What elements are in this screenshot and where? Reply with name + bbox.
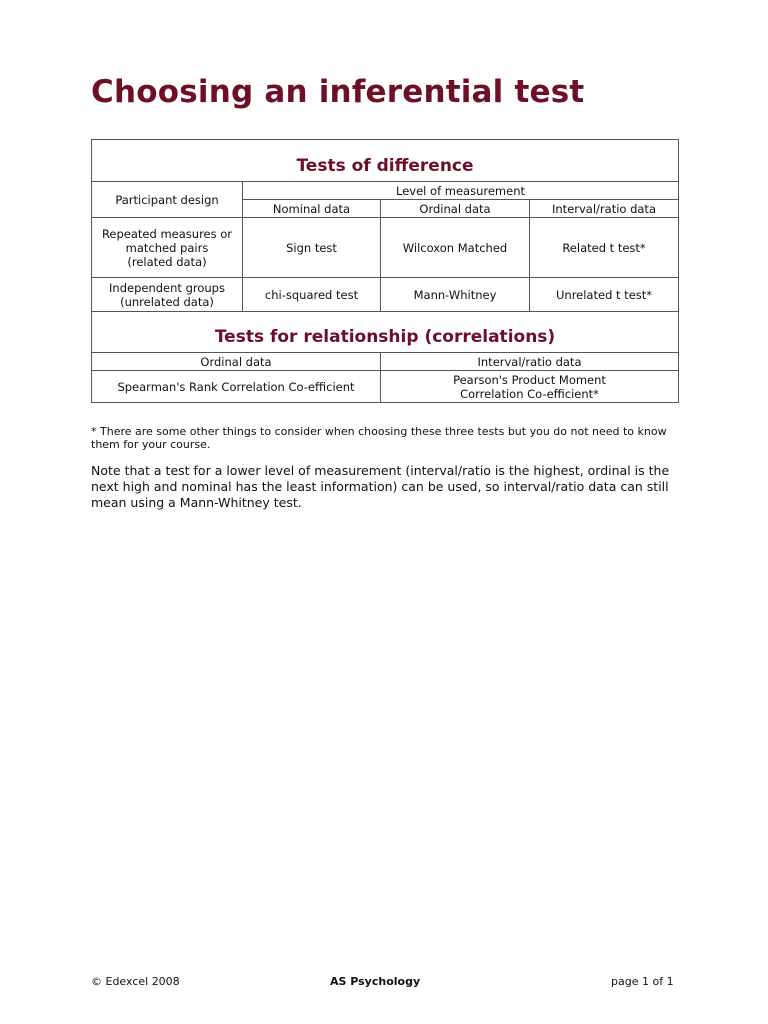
section-heading-difference: Tests of difference (92, 140, 679, 182)
column-header-interval: Interval/ratio data (530, 200, 679, 218)
design-cell-related (92, 218, 243, 278)
design-line: (related data) (127, 254, 207, 269)
level-of-measurement-header: Level of measurement (243, 182, 679, 200)
cell-line: Spearman's Rank Correlation Co-efficient (117, 379, 355, 394)
table-cell: Unrelated t test* (530, 278, 679, 312)
column-header-interval-corr: Interval/ratio data (381, 353, 679, 371)
table-row (92, 278, 679, 312)
column-header-nominal: Nominal data (243, 200, 381, 218)
cell-line: Correlation Co-efficient* (460, 386, 599, 401)
table-cell: Wilcoxon Matched (381, 218, 530, 278)
footer-page-number: page 1 of 1 (611, 975, 674, 988)
table-cell (92, 371, 381, 403)
table-cell: chi-squared test (243, 278, 381, 312)
design-line: matched pairs (125, 240, 209, 255)
footer-copyright: © Edexcel 2008 (91, 975, 180, 988)
table-row (92, 218, 679, 278)
design-cell-unrelated (92, 278, 243, 312)
table-cell: Related t test* (530, 218, 679, 278)
page-title: Choosing an inferential test (91, 74, 585, 110)
participant-design-header: Participant design (92, 182, 243, 218)
design-line: Independent groups (109, 280, 225, 295)
inferential-tests-table (91, 139, 679, 403)
table-cell: Mann-Whitney (381, 278, 530, 312)
design-line: (unrelated data) (120, 294, 214, 309)
footnote: * There are some other things to consider when choosing these three tests but you do not need to know them for your course. (91, 425, 667, 451)
note-paragraph: Note that a test for a lower level of measurement (interval/ratio is the highest, ordinal is the next high and nominal has the least information) can be used, so interval/ratio data can still mean using a Mann-Whitney test. (91, 463, 670, 510)
cell-line: Pearson's Product Moment (453, 372, 606, 387)
column-header-ordinal-corr: Ordinal data (92, 353, 381, 371)
table-cell (381, 371, 679, 403)
design-line: Repeated measures or (101, 226, 233, 241)
section-heading-relationship: Tests for relationship (correlations) (92, 312, 679, 353)
footer-course: AS Psychology (330, 975, 421, 988)
table-row (92, 371, 679, 403)
column-header-ordinal: Ordinal data (381, 200, 530, 218)
table-cell: Sign test (243, 218, 381, 278)
